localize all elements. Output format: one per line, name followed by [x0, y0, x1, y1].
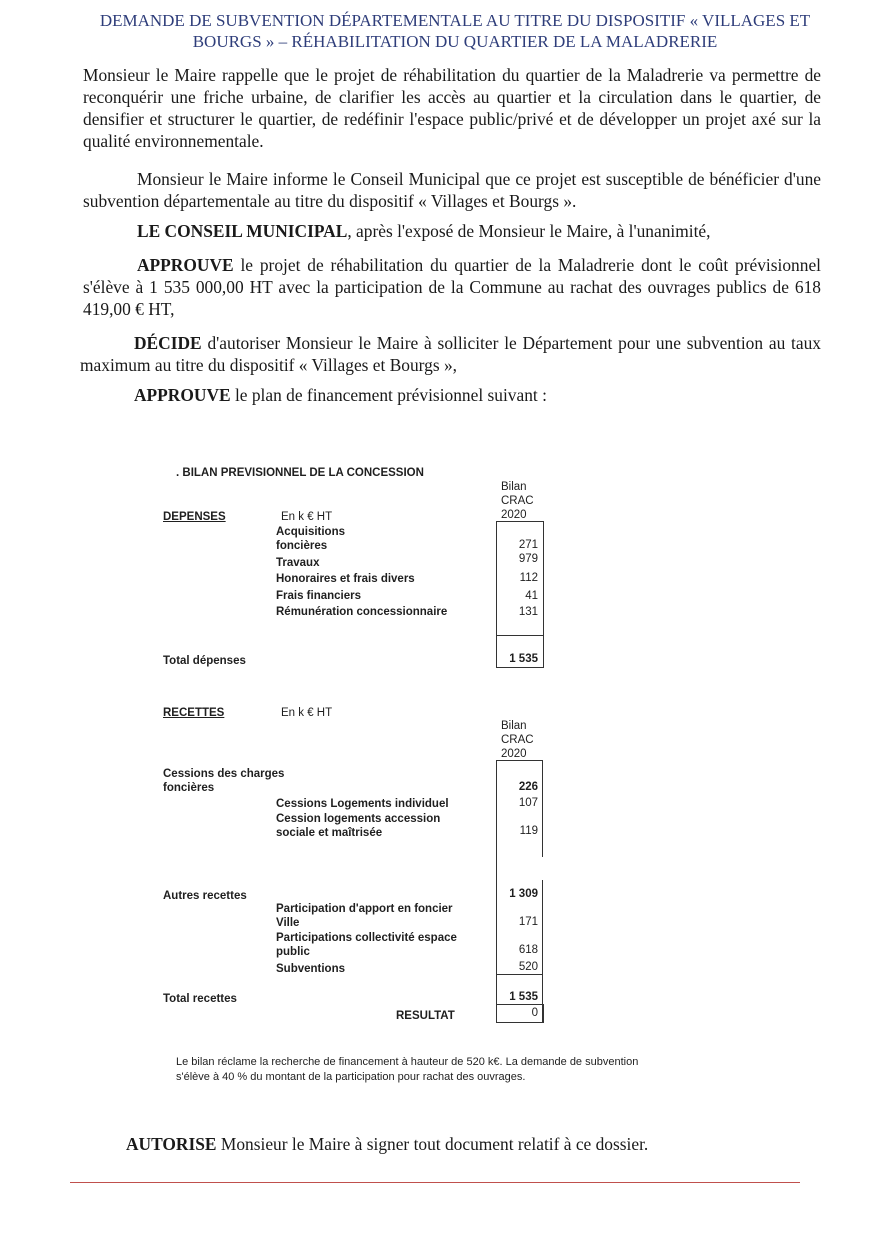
paragraph-approuve-projet — [83, 254, 821, 320]
paragraph-decide — [80, 332, 821, 376]
bottom-divider — [70, 1182, 800, 1183]
col-header-bilan: Bilan — [501, 481, 527, 493]
row-logements-individuel-label: Cessions Logements individuel — [276, 798, 449, 810]
total-depenses-label: Total dépenses — [163, 655, 246, 667]
row-frais-financiers-label: Frais financiers — [276, 590, 362, 602]
row-participation-foncier-label: Participation d'apport en foncier Ville — [276, 903, 453, 929]
cessions-value: 226 — [518, 781, 538, 793]
paragraph-conseil — [83, 220, 821, 242]
row-honoraires-value: 112 — [519, 572, 538, 584]
row-acquisitions-value: 271 — [518, 539, 538, 551]
recettes-right-border-2 — [542, 880, 543, 1022]
financing-note — [176, 1055, 696, 1085]
row-frais-financiers-value: 41 — [525, 590, 538, 602]
row-acquisitions-label: Acquisitions foncières — [276, 526, 346, 552]
recettes-right-border-1 — [542, 760, 543, 857]
paragraph-autorise — [126, 1133, 826, 1155]
table-title: . BILAN PREVISIONNEL DE LA CONCESSION — [176, 467, 424, 479]
row-remuneration-value: 131 — [518, 606, 538, 618]
recettes-separator — [496, 974, 543, 975]
cessions-label: Cessions des charges foncières — [163, 768, 285, 794]
paragraph-intro: Monsieur le Maire rappelle que le projet de réhabilitation du quartier de la Maladrerie va permettre de reconquérir une friche urbaine, de clarifier les accès au quartier et la circulation dans le quartier, de densifier et structurer le quartier, de redéfinir l'espace public/privé et de développer un projet axé sur la qualité environnementale. — [83, 65, 821, 151]
autres-recettes-label: Autres recettes — [163, 890, 247, 902]
row-participation-espace-label: Participations collectivité espace public — [276, 932, 457, 958]
header-line-1: DEMANDE DE SUBVENTION DÉPARTEMENTALE AU TITRE DU DISPOSITIF « VILLAGES ET — [99, 11, 811, 30]
col-header-year: 2020 — [501, 509, 527, 521]
autorise-label: AUTORISE — [126, 1134, 217, 1154]
row-logements-accession-label: Cession logements accession sociale et maîtrisée — [276, 813, 441, 839]
recettes-top-border — [496, 760, 543, 761]
row-remuneration-label: Rémunération concessionnaire — [276, 606, 448, 618]
total-recettes-value: 1 535 — [509, 991, 538, 1003]
conseil-text: , après l'exposé de Monsieur le Maire, à l'unanimité, — [347, 221, 711, 241]
note-line-2: s'élève à 40 % du montant de la participation pour rachat des ouvrages. — [176, 1071, 526, 1083]
autorise-text: Monsieur le Maire à signer tout document relatif à ce dossier. — [216, 1134, 649, 1154]
row-honoraires-label: Honoraires et frais divers — [276, 573, 415, 585]
recettes-unit: En k € HT — [281, 707, 333, 719]
row-logements-accession-value: 119 — [519, 825, 538, 837]
row-travaux-label: Travaux — [276, 557, 320, 569]
resultat-value: 0 — [531, 1007, 538, 1019]
row-participation-espace-value: 618 — [518, 944, 538, 956]
recettes-heading: RECETTES — [163, 707, 225, 719]
col-header-bilan-2: Bilan — [501, 720, 527, 732]
decide-text: d'autoriser Monsieur le Maire à solliciter le Département pour une subvention au taux maximum au titre du dispositif « Villages et Bourgs », — [80, 333, 821, 375]
resultat-label: RESULTAT — [396, 1010, 455, 1022]
approuve-plan-text: le plan de financement prévisionnel suivant : — [230, 385, 547, 405]
note-line-1: Le bilan réclame la recherche de financement à hauteur de 520 k€. La demande de subvention — [176, 1056, 639, 1068]
recettes-left-border — [496, 760, 497, 1022]
document-header — [90, 10, 820, 52]
approuve-label: APPROUVE — [137, 255, 234, 275]
conseil-municipal-label: LE CONSEIL MUNICIPAL — [137, 221, 348, 241]
depenses-separator — [496, 635, 543, 636]
total-recettes-label: Total recettes — [163, 993, 237, 1005]
decide-label: DÉCIDE — [134, 333, 202, 353]
paragraph-subvention: Monsieur le Maire informe le Conseil Municipal que ce projet est susceptible de bénéficier d'une subvention départementale au titre du dispositif « Villages et Bourgs ». — [83, 169, 821, 211]
col-header-year-2: 2020 — [501, 748, 527, 760]
approuve-projet-text: le projet de réhabilitation du quartier de la Maladrerie dont le coût prévisionnel s'élève à 1 535 000,00 HT avec la participation de la Commune au rachat des ouvrages publics de 618 419,00 € HT, — [83, 255, 821, 319]
total-depenses-value: 1 535 — [509, 653, 538, 665]
header-line-2: BOURGS » – RÉHABILITATION DU QUARTIER DE LA MALADRERIE — [192, 32, 718, 51]
depenses-unit: En k € HT — [281, 511, 333, 523]
row-participation-foncier-value: 171 — [518, 916, 538, 928]
col-header-crac-2: CRAC — [501, 734, 534, 746]
row-subventions-label: Subventions — [276, 963, 346, 975]
autres-recettes-value: 1 309 — [509, 888, 538, 900]
row-travaux-value: 979 — [518, 553, 538, 565]
row-subventions-value: 520 — [518, 961, 538, 973]
paragraph-approuve-plan — [80, 384, 821, 406]
depenses-heading: DEPENSES — [163, 511, 226, 523]
row-logements-individuel-value: 107 — [518, 797, 538, 809]
col-header-crac: CRAC — [501, 495, 534, 507]
approuve-plan-label: APPROUVE — [134, 385, 231, 405]
